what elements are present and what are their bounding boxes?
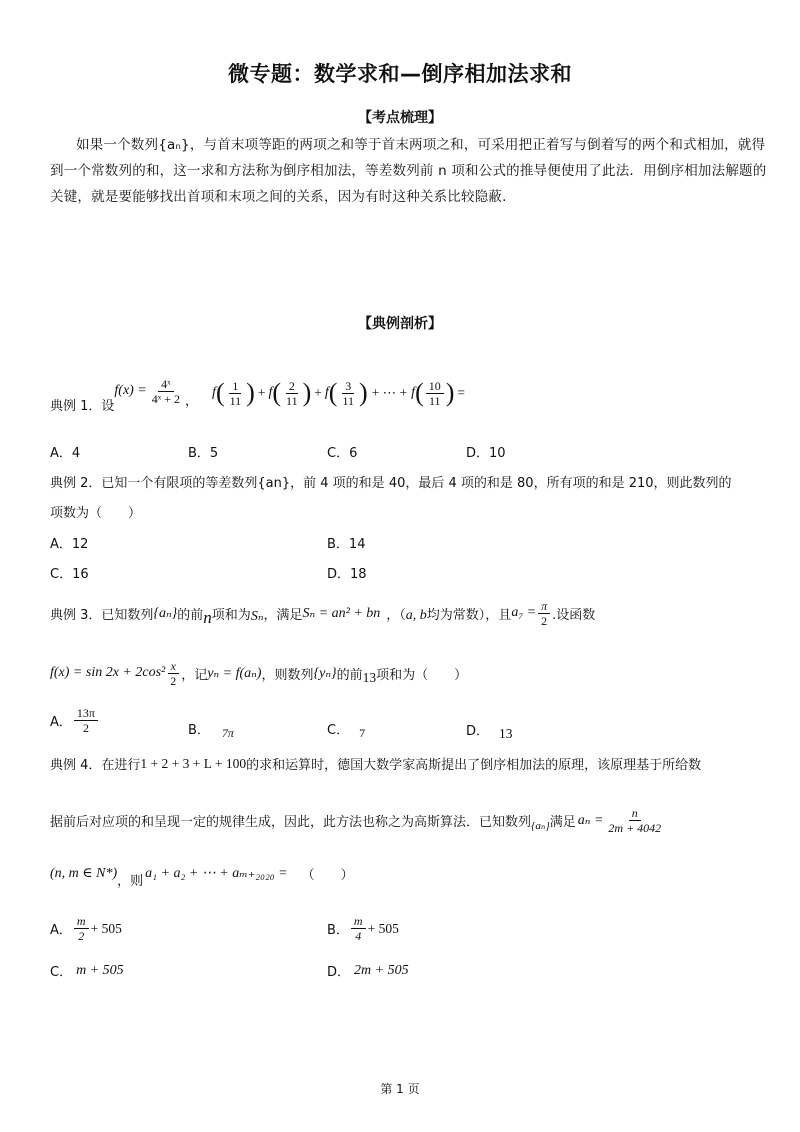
example-2-option-c[interactable]: C．16 [50,567,89,582]
example-3-option-a[interactable] [50,706,100,735]
condition: (n, m ∈ N*) [50,865,118,881]
fraction-denominator: 11 [229,393,242,408]
comma: ， [185,393,199,409]
ellipsis: + ⋯ + [371,385,408,400]
fraction-numerator: 13π [74,706,98,721]
example-2-option-b[interactable]: B．14 [327,537,366,552]
fraction-numerator: n [629,806,641,821]
plus: + [314,385,322,400]
paren: ( [328,378,338,407]
page-number: 第 1 页 [380,1082,420,1096]
x-over-2 [167,659,179,688]
fraction-numerator: 10 [426,379,444,394]
option-value: 13 [499,726,513,741]
fraction-numerator: π [538,599,550,614]
option-label: D． [327,965,351,980]
example-3-option-b[interactable] [188,716,234,741]
fraction-denominator: 4 [355,929,362,943]
example-1-option-d[interactable]: D．10 [466,446,506,461]
fraction-denominator: 2m + 4042 [608,820,662,835]
option-value: 7π [221,726,234,740]
text: ，则 [117,873,144,889]
option-label: C． [327,723,350,738]
text: （ ） [301,867,354,883]
option-label: C． [50,965,73,980]
option-label: A． [50,715,72,730]
option-label: A． [50,923,72,938]
example-1-function-lhs: f(x) = [114,383,147,398]
frac-3-11 [339,379,357,408]
a-n-definition: aₙ = [577,812,604,828]
option-value: 2m + 505 [354,962,409,978]
f-symbol: f [324,385,329,400]
text: ，满足 [263,607,303,623]
text: ，（ [386,607,406,623]
example-1-option-c[interactable]: C．6 [327,446,358,461]
text: 据前后对应项的和呈现一定的规律生成，因此，此方法也称之为高斯算法．已知数列 [50,814,532,830]
y-n-definition: yₙ = f(aₙ) [207,665,262,681]
f-symbol: f [212,385,216,400]
option-value: 7 [359,726,366,740]
intro-paragraph: 如果一个数列{aₙ}，与首末项等距的两项之和等于首末两项之和，可采用把正着写与倒着写的两个和式相加，就得到一个常数列的和，这一求和方法称为倒序相加法，等差数列前 n 项和公式的推导便使用了此法．用倒序相加法解题的关键，就是要能够找出首项和末项之间的关系，因为有时这种关系比较隐蔽. [50,137,767,205]
paren: ) [445,378,455,407]
example-3-question-line2 [50,656,467,690]
option-value: m + 505 [76,962,124,978]
fraction-denominator: 11 [428,393,441,408]
text: ，记 [181,667,208,683]
pi-over-2 [538,599,550,628]
example-2-question-line2: 项数为（ ） [50,506,142,521]
example-4-option-b[interactable] [327,914,399,943]
frac-2-11 [283,379,301,408]
paren: ) [302,378,312,407]
option-fraction [351,914,366,943]
example-1-prefix: 典例 1．设 [50,398,115,414]
paren: ( [272,378,282,407]
fraction-denominator: 2 [541,613,548,628]
text: 典例 4．在进行 [50,758,141,773]
fraction-denominator: 11 [342,393,355,408]
section-heading-key-points: 【考点梳理】 [358,110,442,126]
n-symbol: n [203,608,212,627]
fraction-numerator: 3 [342,379,354,394]
fraction-denominator: 4ˣ + 2 [151,391,181,406]
fraction-denominator: 2 [78,929,85,943]
example-1-question [50,368,465,418]
fraction-denominator: 2 [82,721,89,735]
sum-formula: Sₙ = an² + bn [302,605,381,621]
option-label: B． [327,923,349,938]
sequence-y: {yₙ} [313,665,337,681]
frac-10-11 [426,379,444,408]
text: 的求和运算时，德国大数学家高斯提出了倒序相加法的原理，该原理基于所给数 [246,758,702,773]
example-4-option-a[interactable] [50,914,122,943]
text: 典例 3．已知数列 [50,607,154,623]
fraction-numerator: 2 [286,379,298,394]
paren: ) [359,378,368,407]
S-n-symbol: Sₙ [250,608,264,624]
text: 项和为（ ） [376,667,468,683]
example-4-option-d[interactable] [327,961,409,980]
fraction-numerator: x [168,659,179,674]
example-1-option-a[interactable]: A．4 [50,446,81,461]
text: .设函数 [552,607,596,623]
text: 的前 [177,607,204,623]
a7-symbol: a₇ = [511,605,537,620]
example-2-question-line1: 典例 2．已知一个有限项的等差数列{an}，前 4 项的和是 40，最后 4 项的和是 80，所有项的和是 210，则此数列的 [50,476,732,491]
example-2-option-d[interactable]: D．18 [327,567,367,582]
text: 均为常数），且 [426,607,512,623]
f-symbol: f [268,385,273,400]
paren: ) [246,378,255,407]
equals: = [457,385,466,400]
paren: ( [215,378,225,407]
n-over-2m-plus-4042 [605,806,664,835]
example-4-option-c[interactable] [50,961,124,980]
example-3-question-line1 [50,596,595,630]
option-label: D． [466,723,490,739]
example-3-option-c[interactable] [327,716,365,741]
option-fraction [74,706,98,735]
fraction-denominator: 11 [286,393,298,408]
ab-symbols: a, b [405,608,427,623]
sum-expression: 1 + 2 + 3 + L + 100 [140,755,247,771]
fraction-numerator: 4ˣ [158,377,173,392]
option-tail: + 505 [90,920,122,936]
example-4-question-line3 [50,858,354,888]
paren: ( [415,378,424,407]
text: 满足 [549,814,576,830]
fraction-numerator: m [351,914,366,929]
fraction-numerator: 1 [229,379,241,394]
frac-1-11 [227,379,245,408]
example-4-question-line2 [50,800,666,840]
text: 项和为 [211,607,251,623]
page-title: 微专题：数学求和—倒序相加法求和 [228,62,572,86]
function-definition: f(x) = sin 2x + 2cos² [50,665,166,680]
text: ，则数列 [261,667,314,683]
f-symbol: f [411,385,416,400]
text: 的前 [336,667,363,683]
fraction-denominator: 2 [170,673,177,688]
option-fraction [74,914,89,943]
example-1-function-fraction [149,377,183,406]
example-1-option-b[interactable]: B．5 [188,446,219,461]
sum-expression: a₁ + a₂ + ⋯ + aₘ₊₂₀₂₀ = [145,865,288,881]
option-tail: + 505 [367,920,399,936]
fraction-numerator: m [74,914,89,929]
example-2-option-a[interactable]: A．12 [50,537,89,552]
count-13: 13 [362,670,377,685]
sequence-a: {aₙ} [153,605,178,621]
example-3-option-d[interactable] [466,716,513,742]
option-label: B． [188,723,210,738]
plus: + [257,385,266,400]
example-4-question-line1 [50,754,701,773]
sequence-a: {aₙ} [531,819,550,832]
section-heading-examples: 【典例剖析】 [358,316,442,332]
